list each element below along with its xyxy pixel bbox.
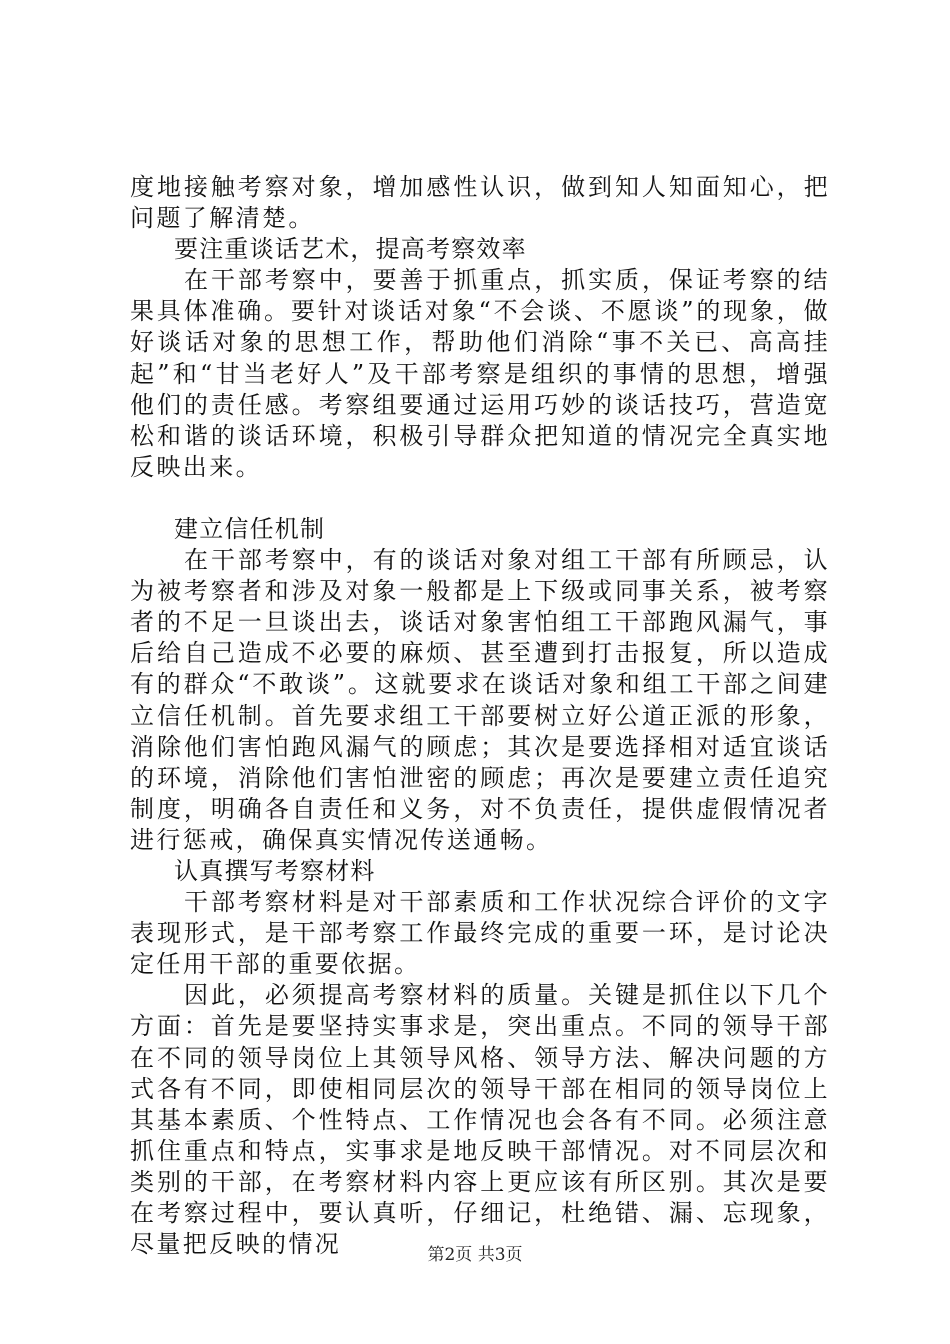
page-number-footer: 第2页 共3页 [427, 1245, 523, 1265]
paragraph-materials-quality: 因此，必须提高考察材料的质量。关键是抓住以下几个方面：首先是要坚持实事求是，突出重点。不同的领导干部在不同的领导岗位上其领导风格、领导方法、解决问题的方式各有不同，即使相同层次的领导干部在相同的领导岗位上其基本素质、个性特点、工作情况也会各有不同。必须注意抓住重点和特点，实事求是地反映干部情况。对不同层次和类别的干部，在考察材料内容上更应该有所区别。其次是要在考察过程中，要认真听，仔细记，杜绝错、漏、忘现象，尽量把反映的情况 [130, 981, 830, 1259]
paragraph-continuation: 度地接触考察对象，增加感性认识，做到知人知面知心，把问题了解清楚。 [130, 173, 830, 233]
paragraph-talk-art: 在干部考察中，要善于抓重点，抓实质，保证考察的结果具体准确。要针对谈话对象“不会谈、不愿谈”的现象，做好谈话对象的思想工作，帮助他们消除“事不关已、高高挂起”和“甘当老好人”及干部考察是组织的事情的思想，增强他们的责任感。考察组要通过运用巧妙的谈话技巧，营造宽松和谐的谈话环境，积极引导群众把知道的情况完全真实地反映出来。 [130, 266, 830, 481]
section-heading-trust: 建立信任机制 [174, 514, 326, 543]
paragraph-materials-intro: 干部考察材料是对干部素质和工作状况综合评价的文字表现形式，是干部考察工作最终完成的重要一环，是讨论决定任用干部的重要依据。 [130, 888, 830, 979]
section-heading-materials: 认真撰写考察材料 [174, 856, 376, 885]
paragraph-trust: 在干部考察中，有的谈话对象对组工干部有所顾忌，认为被考察者和涉及对象一般都是上下级或同事关系，被考察者的不足一旦谈出去，谈话对象害怕组工干部跑风漏气，事后给自己造成不必要的麻烦、甚至遭到打击报复，所以造成有的群众“不敢谈”。这就要求在谈话对象和组工干部之间建立信任机制。首先要求组工干部要树立好公道正派的形象，消除他们害怕跑风漏气的顾虑；其次是要选择相对适宜谈话的环境，消除他们害怕泄密的顾虑；再次是要建立责任追究制度，明确各自责任和义务，对不负责任，提供虚假情况者进行惩戒，确保真实情况传送通畅。 [130, 546, 830, 854]
document-body [130, 172, 830, 1260]
section-heading-talk-art: 要注重谈话艺术，提高考察效率 [174, 235, 527, 264]
